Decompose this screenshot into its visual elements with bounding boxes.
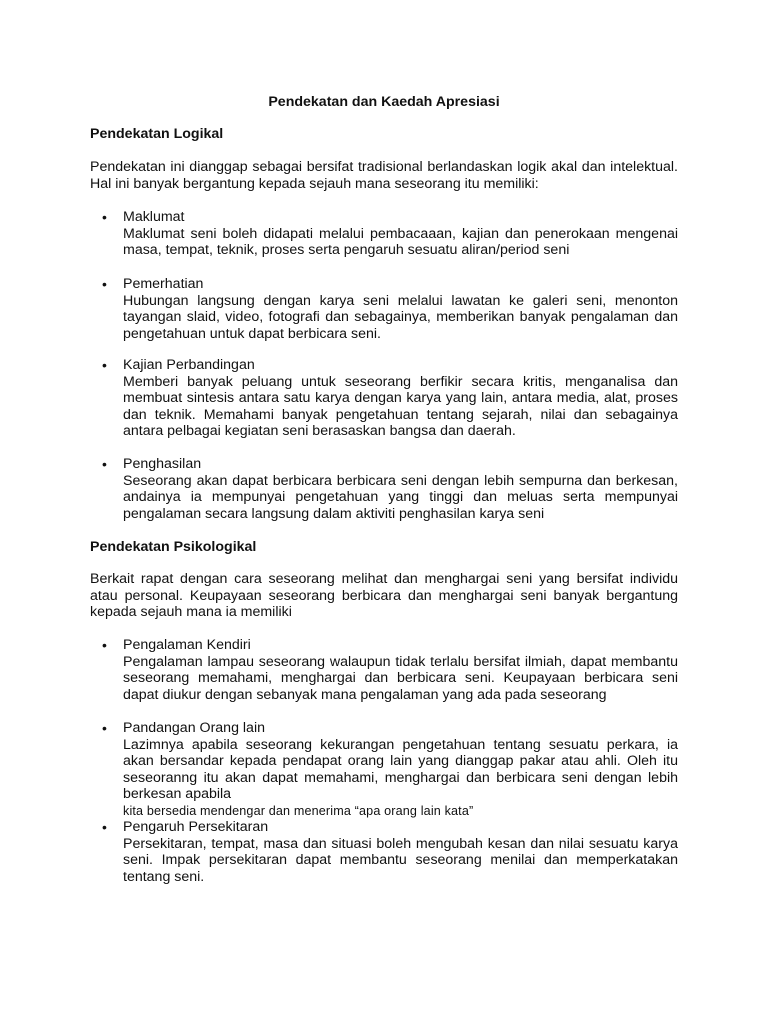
list-item-pengaruh-persekitaran [90,819,678,885]
list-item-description: Pengalaman lampau seseorang walaupun tidak terlalu bersifat ilmiah, dapat membantu seseorang memahami, menghargai dan berbicara seni. Keupayaan berbicara seni dapat diukur dengan sebanyak mana pengalaman yang ada pada seseorang [123,653,678,703]
list-item-description: Persekitaran, tempat, masa dan situasi boleh mengubah kesan dan nilai sesuatu karya seni. Impak persekitaran dapat membantu seseorang menilai dan memperkatakan tentang seni. [123,835,678,885]
bullet-icon: • [102,209,107,225]
section-heading-psikologikal: Pendekatan Psikologikal [90,539,257,555]
bullet-icon: • [102,456,107,472]
list-item-penghasilan [90,456,678,522]
list-item-title: Maklumat [123,209,185,225]
list-item-pandangan-orang-lain [90,720,678,819]
list-item-description: Hubungan langsung dengan karya seni melalui lawatan ke galeri seni, menonton tayangan slaid, video, fotografi dan sebagainya, memberikan banyak pengalaman dan pengetahuan untuk dapat berbicara seni. [123,292,678,342]
list-item-maklumat [90,209,678,259]
section-intro-psikologikal: Berkait rapat dengan cara seseorang melihat dan menghargai seni yang bersifat individu atau personal. Keupayaan seseorang berbicara dan menghargai seni banyak bergantung kepada sejauh mana ia memiliki [90,571,678,620]
document-title: Pendekatan dan Kaedah Apresiasi [268,94,500,110]
bullet-icon: • [102,720,107,736]
list-item-kajian-perbandingan [90,357,678,440]
bullet-icon: • [102,357,107,373]
list-item-title: Penghasilan [123,456,202,472]
list-item-title: Kajian Perbandingan [123,357,255,373]
list-item-title: Pandangan Orang lain [123,720,265,736]
section-intro-logikal: Pendekatan ini dianggap sebagai bersifat tradisional berlandaskan logik akal dan intelektual. Hal ini banyak bergantung kepada sejauh mana seseorang itu memiliki: [90,159,678,192]
list-item-description: Seseorang akan dapat berbicara berbicara seni dengan lebih sempurna dan berkesan, andainya ia mempunyai pengetahuan yang tinggi dan meluas serta mempunyai pengalaman secara langsung dalam aktiviti penghasilan karya seni [123,472,678,522]
list-item-title: Pengaruh Persekitaran [123,819,269,835]
list-item-title: Pemerhatian [123,276,204,292]
list-item-description: Lazimnya apabila seseorang kekurangan pengetahuan tentang sesuatu perkara, ia akan bersandar kepada pendapat orang lain yang dianggap pakar atau ahli. Oleh itu seseoranng itu akan dapat memahami, menghargai dan berbicara seni dengan lebih berkesan apabila [123,736,678,802]
bullet-icon: • [102,276,107,292]
list-item-title: Pengalaman Kendiri [123,637,251,653]
bullet-icon: • [102,819,107,835]
section-heading-logikal: Pendekatan Logikal [90,126,224,142]
list-item-description-tail: kita bersedia mendengar dan menerima “apa orang lain kata” [123,803,474,818]
list-item-description: Maklumat seni boleh didapati melalui pembacaaan, kajian dan penerokaan mengenai masa, tempat, teknik, proses serta pengaruh sesuatu aliran/period seni [123,225,678,258]
list-item-pemerhatian [90,276,678,342]
list-item-pengalaman-kendiri [90,637,678,703]
bullet-icon: • [102,637,107,653]
list-item-description: Memberi banyak peluang untuk seseorang berfikir secara kritis, menganalisa dan membuat sintesis antara satu karya dengan karya yang lain, antara media, alat, proses dan teknik. Memahami banyak pengetahuan tentang sejarah, nilai dan sebagainya antara pelbagai kegiatan seni berasaskan bangsa dan daerah. [123,373,678,439]
